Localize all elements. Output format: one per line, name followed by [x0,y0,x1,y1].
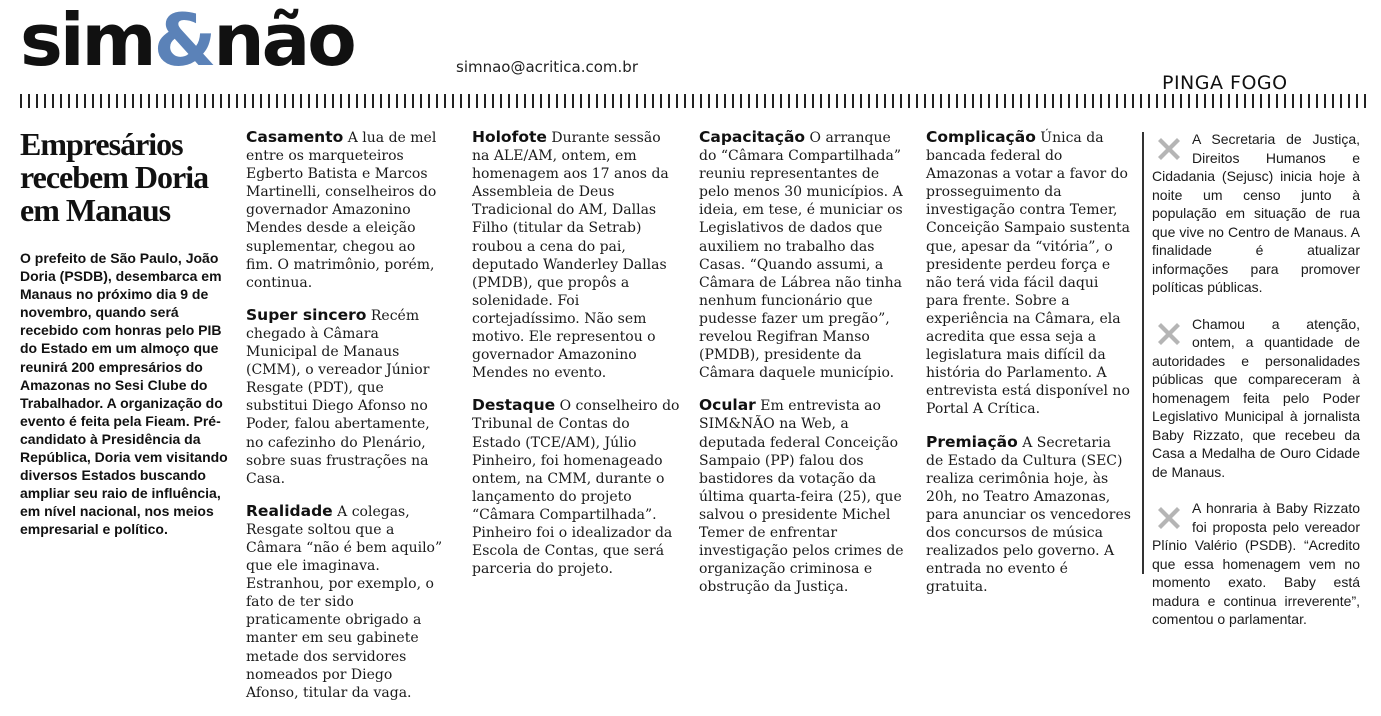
x-icon [1152,317,1186,351]
pinga-fogo-text: A honraria à Baby Rizzato foi proposta pelo vereador Plínio Valério (PSDB). “Acredito que essa homenagem vem no momento exato. Baby está madura e continua irreverente”, comentou o parlamentar. [1152,500,1360,627]
note-holofote [472,128,680,382]
note-title: Casamento [246,128,344,146]
pinga-fogo-item [1152,499,1360,629]
note-text: O conselheiro do Tribunal de Contas do Estado (TCE/AM), Júlio Pinheiro, foi homenageado ontem, na CMM, durante o lançamento do projeto “Câmara Compartilhada”. Pinheiro foi o idealizador da Escola de Contas, que será parceria do projeto. [472,398,680,578]
pinga-fogo-item [1152,130,1360,297]
lead-text: O prefeito de São Paulo, João Doria (PSDB), desembarca em Manaus no próximo dia 9 de novembro, quando será recebido com honras pelo PIB do Estado em um almoço que reunirá 200 empresários do Amazonas no Sesi Clube do Trabalhador. A organização do evento é feita pela Fieam. Pré-candidato à Presidência da República, Doria vem visitando diversos Estados buscando ampliar seu raio de influência, em nível nacional, nos meios empresarial e político. [20,250,228,538]
note-text: A colegas, Resgate soltou que a Câmara “não é bem aquilo” que ele imaginava. Estranhou, por exemplo, o fato de ter sido praticamente obrigado a manter em seu gabinete metade dos servidores nomeados por Diego Afonso, titular da vaga. [246,503,443,701]
note-realidade [246,502,446,702]
pinga-fogo-column [1152,130,1360,647]
note-text: A Secretaria de Estado da Cultura (SEC) realiza cerimônia hoje, às 20h, no Teatro Amazonas, para anunciar os vencedores dos concursos de música realizados pelo governo. A entrada no evento é gratuita. [926,434,1131,596]
note-title: Destaque [472,396,556,415]
note-text: Em entrevista ao SIM&NÃO na Web, a deputada federal Conceição Sampaio (PP) falou dos bastidores da votação da última quarta-feira (25), que salvou o presidente Michel Temer de enfrentar investigação pelos crimes de organização criminosa e obstrução da Justiça. [699,398,904,596]
note-capacitacao [699,128,905,382]
pinga-fogo-item [1152,315,1360,482]
note-super-sincero [246,306,446,488]
note-title: Complicação [926,128,1036,146]
note-title: Super sincero [246,305,367,324]
note-destaque [472,396,680,578]
headline: Empresários recebem Doria em Manaus [20,126,209,228]
note-title: Realidade [246,501,333,520]
note-complicacao [926,128,1132,419]
x-icon [1152,132,1186,166]
note-text: O arranque do “Câmara Compartilhada” reuniu representantes de pelo menos 30 municípios. A ideia, em tese, é municiar os Legislativos de dados que auxiliem no trabalho das Casas. “Quando assumi, a Câmara de Lábrea não tinha nenhum funcionário que pudesse fazer um pregão”, revelou Regifran Manso (PMDB), presidente da Câmara daquele município. [699,130,903,382]
note-premiacao [926,433,1132,597]
note-text: Única da bancada federal do Amazonas a votar a favor do prosseguimento da investigação contra Temer, Conceição Sampaio sustenta que, apesar da “vitória”, o presidente perdeu força e não terá vida fácil daqui para frente. Sobre a experiência na Câmara, ela acredita que essa seja a legislatura mais difícil da história do Parlamento. A entrevista está disponível no Portal A Crítica. [926,130,1130,418]
pinga-fogo-label: PINGA FOGO [1162,72,1288,94]
note-text: A lua de mel entre os marqueteiros Egberto Batista e Marcos Martinelli, conselheiros do governador Amazonino Mendes desde a eleição suplementar, chegou ao fim. O matrimônio, porém, continua. [246,130,437,291]
column-email: simnao@acritica.com.br [456,58,638,76]
pinga-fogo-text: Chamou a atenção, ontem, a quantidade de autoridades e personalidades públicas que compareceram à homenagem feita pelo Poder Legislativo Municipal à jornalista Baby Rizzato, que recebeu da Casa a Medalha de Ouro Cidade de Manaus. [1152,315,1360,480]
ruler-divider [20,94,1372,108]
note-text: Recém chegado à Câmara Municipal de Manaus (CMM), o vereador Júnior Resgate (PDT), que substitui Diego Afonso no Poder, falou abertamente, no cafezinho do Plenário, sobre suas frustrações na Casa. [246,307,430,487]
note-ocular [699,396,905,596]
note-casamento [246,128,446,292]
notes-column-3 [699,128,905,610]
note-title: Premiação [926,432,1018,451]
masthead [20,0,354,80]
note-title: Holofote [472,128,547,146]
notes-column-1 [246,128,446,716]
main-story [20,128,228,553]
column-logo: sim&não [20,0,354,82]
note-text: Durante sessão na ALE/AM, ontem, em homenagem aos 17 anos da Assembleia de Deus Tradicional do AM, Dallas Filho (titular da Setrab) roubou a cena do pai, deputado Wanderley Dallas (PMDB), que propôs a solenidade. Foi cortejadíssimo. Não sem motivo. Ele representou o governador Amazonino Mendes no evento. [472,130,669,382]
notes-column-2 [472,128,680,592]
note-title: Capacitação [699,128,806,146]
pinga-fogo-text: A Secretaria de Justiça, Direitos Humanos e Cidadania (Sejusc) inicia hoje à noite um censo junto à população em situação de rua que vive no Centro de Manaus. A finalidade é atualizar informações para promover políticas públicas. [1152,131,1360,295]
note-title: Ocular [699,396,756,415]
notes-column-4 [926,128,1132,610]
column-divider [1142,132,1144,574]
x-icon [1152,501,1186,535]
